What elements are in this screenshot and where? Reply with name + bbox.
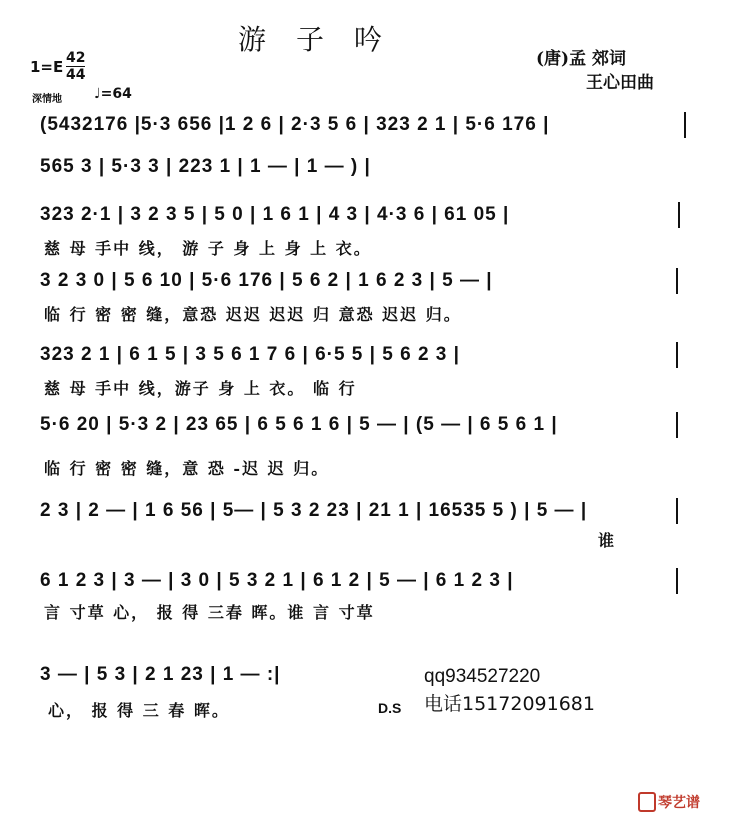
barline [676,342,678,368]
lyrics-line-9: 心， 报 得 三 春 晖。 [48,701,230,720]
barline [676,268,678,294]
lyricist-credit: (唐)孟 郊词 [536,49,627,69]
notation-line-5: 323 2 1 | 6 1 5 | 3 5 6 1 7 6 | 6·5 5 | 5 6 2 3 | [40,344,460,365]
lyrics-line-4: 临 行 密 密 缝，意恐 迟迟 迟迟 归 意恐 迟迟 归。 [44,305,462,324]
barline [676,498,678,524]
lyrics-line-5: 慈 母 手中 线，游子 身 上 衣。 临 行 [44,379,357,398]
time-signature [66,50,85,83]
barline [684,112,686,138]
tempo-mark: ♩=64 [94,86,132,102]
contact-qq: qq934527220 [424,666,541,687]
notation-line-9: 3 — | 5 3 | 2 1 23 | 1 — :| [40,664,281,685]
notation-line-4: 3 2 3 0 | 5 6 10 | 5·6 176 | 5 6 2 | 1 6 2 3 | 5 — | [40,270,493,291]
composer-credit: 王心田曲 [586,73,654,93]
barline [676,412,678,438]
notation-line-3: 323 2·1 | 3 2 3 5 | 5 0 | 1 6 1 | 4 3 | 4·3 6 | 61 05 | [40,204,510,225]
notation-line-7: 2 3 | 2 — | 1 6 56 | 5— | 5 3 2 23 | 21 1 | 16535 5 ) | 5 — | [40,500,588,521]
time-signature-bottom: 44 [66,67,86,83]
lyrics-line-7: 谁 [598,531,617,550]
notation-line-2: 565 3 | 5·3 3 | 223 1 | 1 — | 1 — ) | [40,156,371,177]
contact-phone: 电话15172091681 [424,693,595,715]
expression-mark: 深情地 [32,94,62,105]
watermark-text: 琴艺谱 [658,795,700,811]
notation-line-1: (5432176 |5·3 656 |1 2 6 | 2·3 5 6 | 323 2 1 | 5·6 176 | [40,114,550,135]
key-signature: 1=E [30,58,64,76]
lyrics-line-6: 临 行 密 密 缝，意 恐 -迟 迟 归。 [44,459,330,478]
lyrics-line-3: 慈 母 手中 线， 游 子 身 上 身 上 衣。 [44,239,372,258]
notation-line-6: 5·6 20 | 5·3 2 | 23 65 | 6 5 6 1 6 | 5 — | (5 — | 6 5 6 1 | [40,414,558,435]
barline [676,568,678,594]
watermark-logo-icon [638,792,656,812]
lyrics-line-8: 言 寸草 心， 报 得 三春 晖。谁 言 寸草 [44,603,375,622]
notation-line-8: 6 1 2 3 | 3 — | 3 0 | 5 3 2 1 | 6 1 2 | 5 — | 6 1 2 3 | [40,570,514,591]
barline [678,202,680,228]
song-title: 游子吟 [238,23,413,56]
time-signature-top: 42 [66,50,86,66]
dal-segno-mark: D.S [378,700,402,716]
